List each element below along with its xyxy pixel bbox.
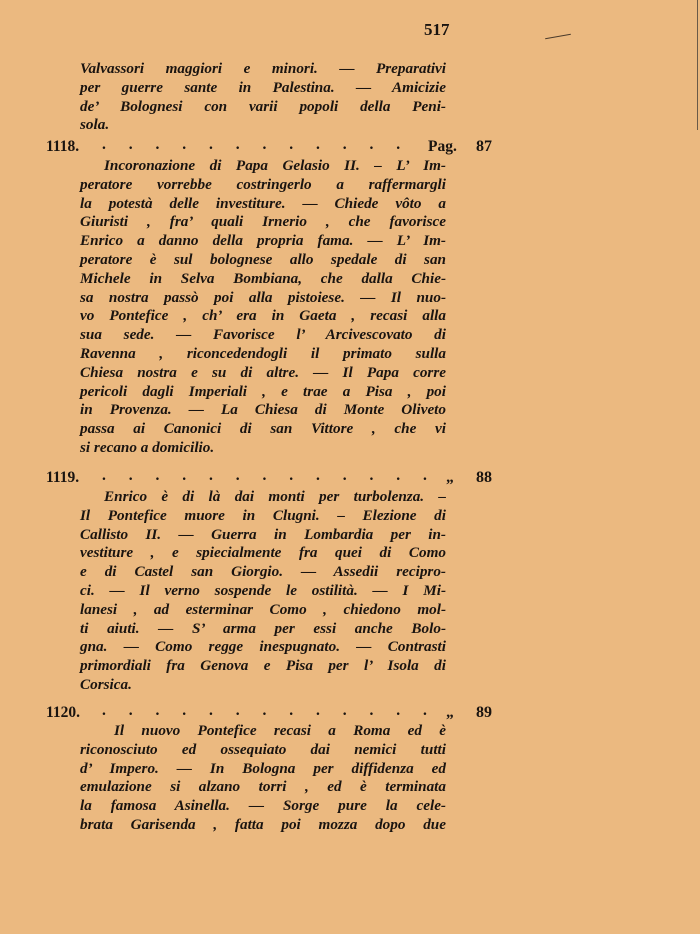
text-line: Il Pontefice muore in Clugni. – Elezione di: [80, 506, 446, 524]
text-line: riconosciuto ed ossequiato dai nemici tutti: [80, 740, 446, 758]
text-line: la potestà delle investiture. — Chiede vôto a: [80, 194, 446, 212]
text-line: pericoli dagli Imperiali , e trae a Pisa , poi: [80, 382, 446, 400]
text-line: lanesi , ad esterminar Como , chiedono mol-: [80, 600, 446, 618]
text-line: Enrico a danno della propria fama. — L’ Im-: [80, 232, 446, 250]
text-line: Valvassori maggiori e minori. — Preparativi: [80, 60, 446, 77]
text-line: Corsica.: [80, 675, 132, 693]
leader-dots: . . . . . . . . . . . .: [102, 136, 410, 153]
text-line: Callisto II. — Guerra in Lombardia per in-: [80, 525, 446, 543]
text-line: Michele in Selva Bombiana, che dalla Chie-: [80, 269, 446, 287]
page-ref-ditto: „: [446, 704, 454, 721]
text-line: sa nostra passò poi alla pistoiese. — Il nuo-: [80, 288, 446, 306]
year-heading-1119: [46, 469, 492, 489]
year-label: 1118.: [46, 138, 80, 155]
text-line: peratore è sul bolognese allo spedale di san: [80, 250, 446, 268]
text-line: Enrico è di là dai monti per turbolenza. –: [104, 488, 446, 505]
page-ref-number: 88: [476, 469, 492, 486]
text-line: Ravenna , riconcedendogli il primato sulla: [80, 344, 446, 362]
page-edge-mark: [545, 34, 571, 39]
leader-dots: . . . . . . . . . . . . .: [102, 702, 437, 719]
page-number: 517: [424, 20, 450, 39]
text-line: Chiesa nostra e su di altre. — Il Papa corre: [80, 363, 446, 381]
text-line: de’ Bolognesi con varii popoli della Peni-: [80, 97, 446, 115]
text-line: brata Garisenda , fatta poi mozza dopo due: [80, 815, 446, 833]
page-ref-number: 89: [476, 704, 492, 721]
year-label: 1120.: [46, 704, 81, 721]
paragraph-continuation: [80, 60, 446, 135]
text-line: ci. — Il verno sospende le ostilità. — I Mi-: [80, 581, 446, 599]
text-line: Giuristi , fra’ quali Irnerio , che favorisce: [80, 213, 446, 231]
year-heading-1118: [46, 138, 492, 158]
text-line: in Provenza. — La Chiesa di Monte Oliveto: [80, 401, 446, 419]
text-line: primordiali fra Genova e Pisa per l’ Isola di: [80, 657, 446, 675]
text-line: vestiture , e spiecialmente fra quei di Como: [80, 544, 446, 562]
text-line: Incoronazione di Papa Gelasio II. – L’ Im-: [104, 157, 446, 174]
paragraph-1118: [80, 157, 446, 458]
year-label: 1119.: [46, 469, 80, 486]
text-line: Il nuovo Pontefice recasi a Roma ed è: [114, 722, 446, 739]
paragraph-1120: [80, 722, 446, 835]
text-line: per guerre sante in Palestina. — Amicizie: [80, 78, 446, 96]
paragraph-1119: [80, 488, 446, 695]
text-line: emulazione si alzano torri , ed è terminata: [80, 778, 446, 796]
text-line: vo Pontefice , ch’ era in Gaeta , recasi alla: [80, 307, 446, 325]
text-line: passa ai Canonici di san Vittore , che vi: [80, 420, 446, 438]
text-line: peratore vorrebbe costringerlo a raffermargli: [80, 175, 446, 193]
page-ref-ditto: „: [446, 469, 454, 486]
page-ref-number: 87: [476, 138, 492, 155]
page-edge-line: [697, 0, 698, 130]
year-heading-1120: [46, 704, 492, 724]
text-line: gna. — Como regge inespugnato. — Contrasti: [80, 638, 446, 656]
text-line: sua sede. — Favorisce l’ Arcivescovato di: [80, 326, 446, 344]
text-line: ti aiuti. — S’ arma per essi anche Bolo-: [80, 619, 446, 637]
leader-dots: . . . . . . . . . . . . .: [102, 467, 437, 484]
text-line: sola.: [80, 116, 110, 134]
page-ref-label: Pag.: [428, 138, 457, 155]
text-line: d’ Impero. — In Bologna per diffidenza ed: [80, 759, 446, 777]
text-line: si recano a domicilio.: [80, 438, 215, 456]
text-line: e di Castel san Giorgio. — Assedii recipro-: [80, 563, 446, 581]
text-line: la famosa Asinella. — Sorge pure la cele-: [80, 797, 446, 815]
